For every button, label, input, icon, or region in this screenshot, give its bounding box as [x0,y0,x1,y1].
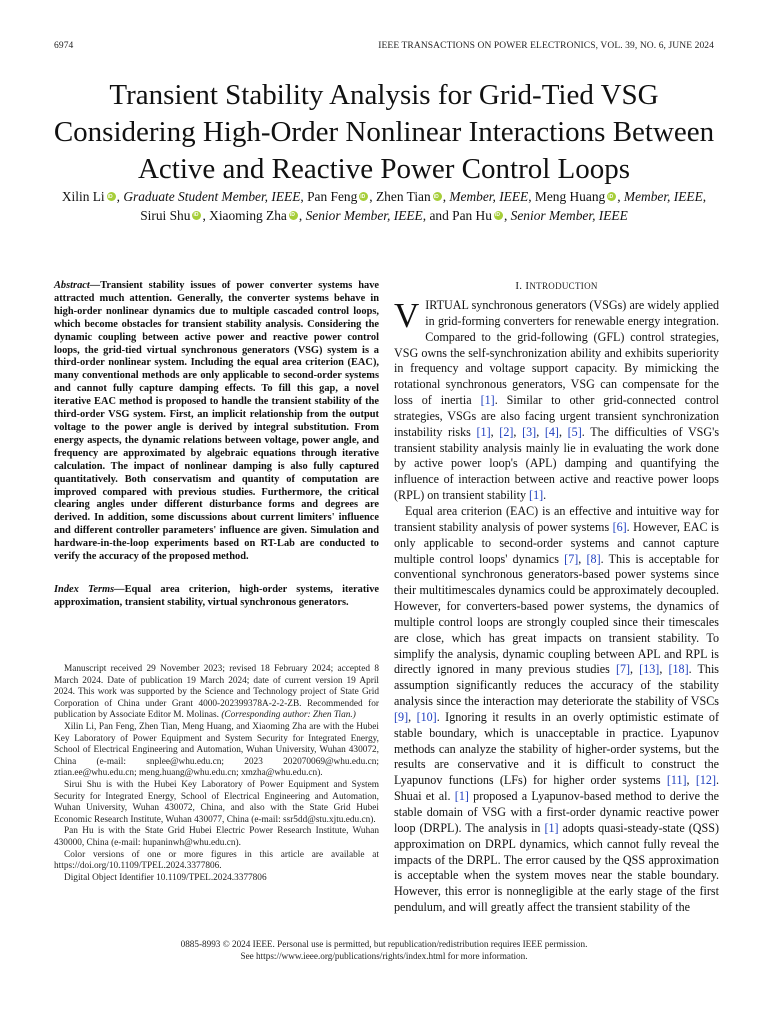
footnote-paragraph: Pan Hu is with the State Grid Hubei Electric Power Research Institute, Wuhan 430000, China (e-mail: hupaninwh@whu.edu.cn). [54,826,379,848]
footnote-paragraph: Manuscript received 29 November 2023; revised 18 February 2024; accepted 8 March 2024. Date of publication 19 March 2024; date of current version 19 April 2024. This work was supported by the Science and Technology project of State Grid Corporation of China under Grant 4000-202399378A-2-2-ZB. Recommended for publication by Associate Editor M. Molinas. (Corresponding author: Zhen Tian.) [54,664,379,721]
citation-link[interactable]: [2] [499,424,514,439]
body-paragraph: Equal area criterion (EAC) is an effective and intuitive way for transient stability analysis of power systems [6]. However, EAC is only applicable to second-order systems and cannot capture multiple control loops' dynamics [7], [8]. This is acceptable for conventional synchronous generators-based power systems since their multitimescales dynamics could be approximately decoupled. However, for converters-based power systems, the dynamics of multiple control loops are strongly coupled since their timescales are close, which has great impacts on transient stability. To simplify the analysis, dynamic coupling between APL and RPL is directly ignored in many previous studies [7], [13], [18]. This assumption significantly reduces the accuracy of the stability analysis since the interaction may deteriorate the stability of VSCs [9], [10]. Ignoring it results in an overly optimistic estimate of stable boundary, which is unacceptable in practice. Lyapunov methods can analyze the stability of higher-order systems, but the results are conservative and it is difficult to construct the Lyapunov functions (LFs) for higher order systems [11], [12]. Shuai et al. [1] proposed a Lyapunov-based method to derive the stable domain of VSG with a first-order dynamic reactive power loop (DRPL). The analysis in [1] adopts quasi-steady-state (QSS) approximation on DRPL dynamics, which cannot fully reveal the impacts of the DRPL. The error caused by the QSS approximation is acceptable when the system moves near the stable boundary. However, this error is nonnegligible at the early stage of the first pendulum, and will greatly affect the transient stability of the [394,503,720,915]
author-role: Senior Member, IEEE [510,207,628,223]
section-heading [394,280,719,292]
citation-link[interactable]: [3] [522,424,537,439]
section-title-rest: NTRODUCTION [529,281,598,291]
author-name: Pan Feng [307,189,358,204]
corresponding-author: (Corresponding author: Zhen Tian.) [221,710,356,721]
citation-link[interactable]: [12] [695,773,716,788]
footnote-paragraph: Color versions of one or more figures in this article are available at https://doi.org/10.1109/TPEL.2024.3377806. [54,849,379,872]
page-number: 6974 [54,41,74,51]
footnote-paragraph: Sirui Shu is with the Hubei Key Laboratory of Power Equipment and System Security for Integrated Energy, School of Electrical Engineering and Automation, Wuhan University, Wuhan 430072, China, and also with the State Grid Hubei Economic Research Institute, Wuhan 430077, China (e-mail: ssr5dd@stu.xjtu.edu.cn). [54,779,379,825]
citation-link[interactable]: [11] [666,773,687,788]
section-number: I. [515,280,526,292]
abstract [54,280,379,564]
orcid-icon[interactable] [359,192,368,201]
author-list: Xilin LiiD , Graduate Student Member, IEEE, Pan FengiD , Zhen TianiD , Member, IEEE, Meng HuangiD , Member, IEEE, Sirui ShuiD , Xiaoming ZhaiD , Senior Member, IEEE, and Pan HuiD , Senior Member, IEEE [60,188,708,225]
author-name: Xilin Li [61,189,105,204]
copyright-footer [0,939,768,962]
author-role: Senior Member, IEEE [305,207,423,223]
citation-link[interactable]: [1] [480,393,495,408]
body-paragraph: VIRTUAL synchronous generators (VSGs) are widely applied in grid-forming converters for renewable energy integration. Compared to the grid-following (GFL) control strategies, VSG owns the self-synchronization ability and exhibits superiority in frequency and voltage support capacity. By mimicking the rotational synchronous generators, VSG can compensate for the loss of inertia [1]. Similar to other grid-connected control strategies, VSGs are also facing urgent transient synchronization instability risks [1], [2], [3], [4], [5]. The difficulties of VSG's transient stability analysis mainly lie in evaluating the work done by active power loop's (APL) damping and quantifying the influence of interaction between active and reactive power loops (RPL) on transient stability [1]. [394,296,720,503]
citation-link[interactable]: [10] [416,709,437,724]
author-name: Zhen Tian [376,189,431,204]
paper-title: Transient Stability Analysis for Grid-Tied VSG Considering High-Order Nonlinear Interactions Between Active and Reactive Power Control Loops [53,79,715,185]
citation-link[interactable]: [1] [544,820,559,835]
author-role: Member, IEEE [449,189,529,204]
section-title-first: I [525,280,530,292]
rights-line: See https://www.ieee.org/publications/rights/index.html for more information. [240,950,528,961]
orcid-icon[interactable] [494,211,503,220]
author-role: Member, IEEE [623,189,703,204]
orcid-icon[interactable] [107,192,116,201]
orcid-icon[interactable] [607,192,616,201]
citation-link[interactable]: [1] [529,488,544,503]
abstract-label: Abstract— [54,280,101,291]
author-name: Sirui Shu [140,207,191,223]
copyright-line: 0885-8993 © 2024 IEEE. Personal use is permitted, but republication/redistribution requires IEEE permission. [180,939,588,949]
author-name: Pan Hu [452,207,492,223]
citation-link[interactable]: [1] [476,424,491,439]
citation-link[interactable]: [8] [586,551,601,566]
citation-link[interactable]: [6] [612,519,627,534]
citation-link[interactable]: [5] [567,424,582,439]
author-name: Xiaoming Zha [209,207,287,223]
author-conjunction: and [429,207,453,223]
orcid-icon[interactable] [433,192,442,201]
footnote-paragraph: Digital Object Identifier 10.1109/TPEL.2024.3377806 [64,872,267,883]
citation-link[interactable]: [9] [394,709,409,724]
journal-header: IEEE TRANSACTIONS ON POWER ELECTRONICS, VOL. 39, NO. 6, JUNE 2024 [378,41,714,51]
citation-link[interactable]: [1] [454,789,469,804]
abstract-text: Transient stability issues of power converter systems have attracted much attention. Generally, the converter systems behave in high-order nonlinear dynamics due to multiple cascaded control loops, which become obstacles for transient stability analysis. Considering the dynamic coupling between active power and reactive power control loops, the grid-tied virtual synchronous generators (VSG) system is a third-order nonlinear system. Including the equal area criterion (EAC), many conventional methods are only applicable to second-order systems and cannot fully capture damping effects. To fill this gap, a novel iterative EAC method is proposed to handle the transient stability of the third-order VSG system. First, an implicit relationship from the output voltage to the power angle is derived by integral substitution. From energy aspects, the dynamic relations between voltage, power angle, and frequency are approximated by algebraic equations through iterative calculation. The impact of nonlinear damping is also fully captured quantitatively. Both conservatism and quantity of computation are improved compared with previous studies. Furthermore, the critical clearing angles under different disturbance forms and degrees are derived. In addition, some discussions about current limiters' influence and different controller parameters' influence are given. Simulation and hardware-in-the-loop experiments based on RT-Lab are conducted to verify the accuracy of the proposed method. [54,280,379,563]
index-terms [54,584,379,610]
manuscript-footnote [54,664,379,884]
footnote-paragraph: Xilin Li, Pan Feng, Zhen Tian, Meng Huang, and Xiaoming Zha are with the Hubei Key Laboratory of Power Equipment and System Security for Integrated Energy, School of Electrical Engineering and Automation, Wuhan University, Wuhan 430072, China (e-mail: snplee@whu.edu.cn; 2023 202070069@whu.edu.cn; ztian.ee@whu.edu.cn; meng.huang@whu.edu.cn; xmzha@whu.edu.cn). [54,721,379,779]
orcid-icon[interactable] [289,211,298,220]
author-role: Graduate Student Member, IEEE [123,189,301,204]
citation-link[interactable]: [18] [668,662,689,677]
index-terms-text: Equal area criterion, high-order systems, iterative approximation, transient stability, virtual synchronous generators. [54,584,379,608]
citation-link[interactable]: [4] [544,424,559,439]
author-name: Meng Huang [534,189,606,204]
drop-cap: V [394,296,420,335]
introduction-body [394,298,719,916]
citation-link[interactable]: [7] [615,662,631,677]
index-terms-label: Index Terms— [54,584,125,595]
orcid-icon[interactable] [192,211,201,220]
citation-link[interactable]: [13] [639,662,660,677]
citation-link[interactable]: [7] [564,551,579,566]
